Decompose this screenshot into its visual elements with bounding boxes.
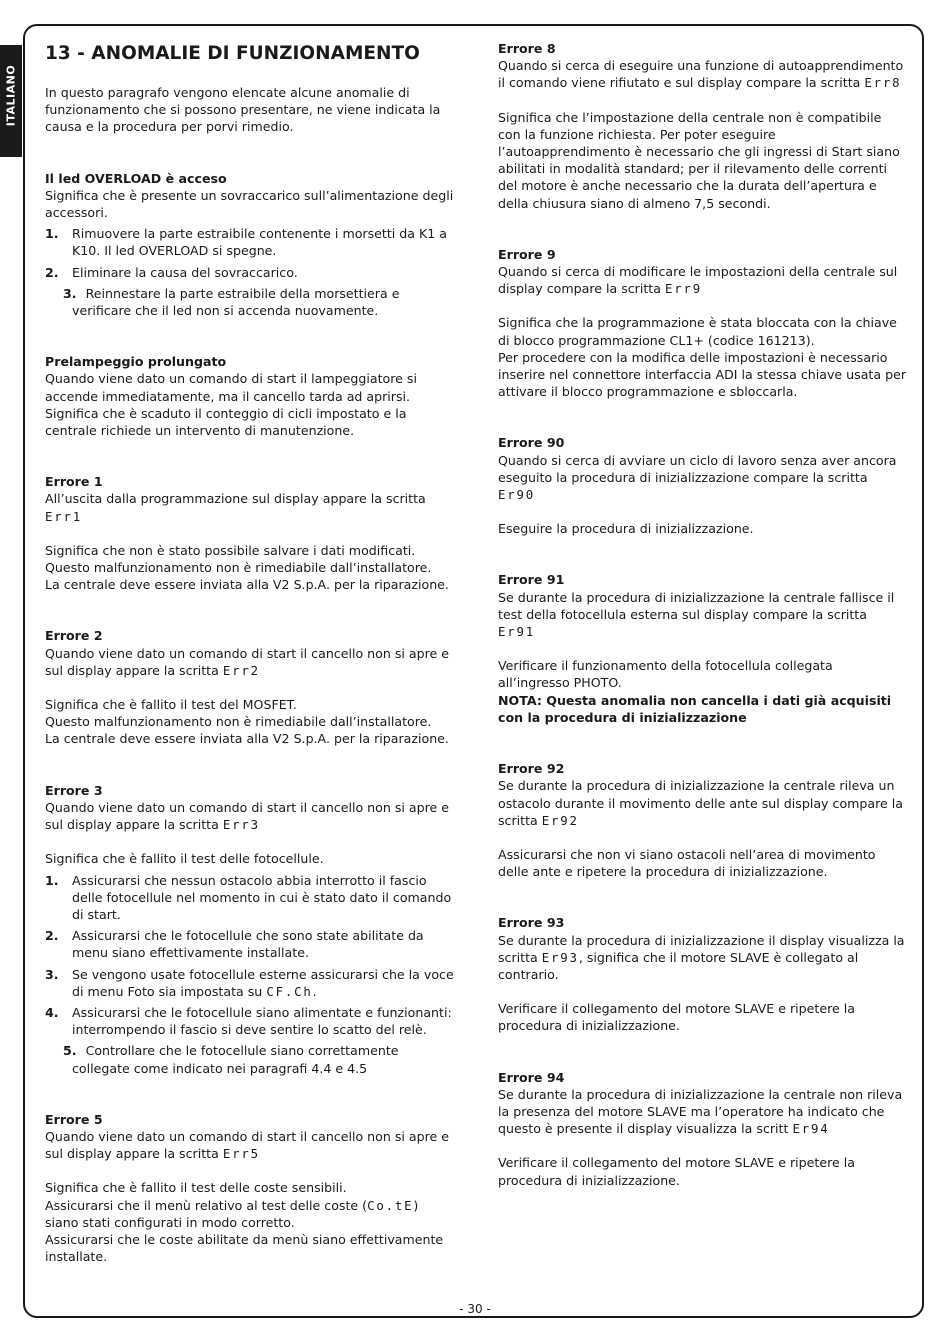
- step-number: 3.: [45, 966, 59, 982]
- error-94-heading: Errore 94: [498, 1069, 565, 1085]
- display-code: Er93: [541, 949, 579, 965]
- list-item: [45, 285, 455, 319]
- step-text: Controllare che le fotocellule siano correttamente collegate come indicato nei paragrafi 4.4 e 4.5: [72, 1043, 399, 1076]
- error-3-section: [45, 782, 455, 1077]
- error-3-line-text: Quando viene dato un comando di start il cancello non si apre e sul display appare la scritta: [45, 799, 450, 833]
- intro-paragraph: In questo paragrafo vengono elencate alcune anomalie di funzionamento che si possono presentare, ne viene indicata la causa e la procedura per porvi rimedio.: [45, 85, 441, 135]
- list-item: [45, 225, 455, 259]
- language-label: ITALIANO: [4, 64, 18, 127]
- display-code: Co.tE: [367, 1197, 414, 1213]
- error-2-heading: Errore 2: [45, 628, 103, 644]
- overload-section: [45, 170, 455, 320]
- error-1-section: [45, 473, 455, 593]
- error-5-p2-text: Assicurarsi che il menù relativo al test delle coste (: [45, 1197, 368, 1213]
- list-item: [45, 1042, 455, 1076]
- error-8-line-text: Quando si cerca di eseguire una funzione di autoapprendimento il comando viene rifiutato e sul display compare la scritta: [498, 58, 904, 91]
- error-8-line: [498, 57, 906, 91]
- error-91-p1: Verificare il funzionamento della fotocellula collegata all’ingresso PHOTO.: [498, 658, 833, 691]
- overload-text: Significa che è presente un sovraccarico sull’alimentazione degli accessori.: [45, 187, 454, 221]
- error-8-p1: Significa che l’impostazione della centrale non è compatibile con la funzione richiesta. Per poter eseguire l’autoapprendimento è necessario che gli ingressi di Start siano abilitati in modalità standard; per il rilevamento delle correnti del motore è anche necessario che la durata dell’apertura e della chiusura siano di almeno 7,5 secondi.: [498, 109, 900, 211]
- step-text: Assicurarsi che le fotocellule che sono state abilitate da menu siano effettivamente installate.: [72, 928, 424, 961]
- error-94-p1: Verificare il collegamento del motore SLAVE e ripetere la procedura di inizializzazione.: [498, 1155, 855, 1188]
- error-3-steps: [45, 872, 455, 1077]
- prelamp-text: Quando viene dato un comando di start il lampeggiatore si accende immediatamente, ma il cancello tarda ad aprirsi. Significa che è scaduto il conteggio di cicli impostato e la centrale richiede un intervento di manutenzione.: [45, 371, 417, 439]
- section-title: 13 - ANOMALIE DI FUNZIONAMENTO: [45, 43, 420, 64]
- step-number: 3.: [63, 285, 77, 301]
- error-5-p2-text-end: ) siano stati configurati in modo corretto.: [45, 1197, 419, 1230]
- display-code: Err9: [664, 281, 703, 297]
- step-text: Reinnestare la parte estraibile della morsettiera e verificare che il led non si accenda nuovamente.: [72, 285, 400, 319]
- step-text: Se vengono usate fotocellule esterne assicurarsi che la voce di menu Foto sia impostata su: [72, 966, 454, 999]
- error-92-p1: Assicurarsi che non vi siano ostacoli nell’area di movimento delle ante e ripetere la procedura di inizializzazione.: [498, 846, 876, 880]
- error-93-line-text-end: , significa che il motore SLAVE è collegato al contrario.: [498, 949, 859, 982]
- display-code: Er91: [498, 624, 536, 640]
- error-94-line-text: Se durante la procedura di inizializzazione la centrale non rileva la presenza del motore SLAVE ma l’operatore ha indicato che questo è presente il display visualizza la scritt: [498, 1086, 903, 1137]
- error-5-p3: Assicurarsi che le coste abilitate da menù siano effettivamente installate.: [45, 1231, 444, 1265]
- error-3-heading: Errore 3: [45, 782, 103, 798]
- language-side-tab: [0, 45, 22, 157]
- error-92-line-text: Se durante la procedura di inizializzazione la centrale rileva un ostacolo durante il movimento delle ante sul display compare la scritta: [498, 778, 903, 828]
- step-number: 1.: [45, 872, 59, 888]
- display-code: Er90: [498, 487, 536, 503]
- error-9-section: [498, 246, 906, 401]
- error-8-heading: Errore 8: [498, 41, 556, 56]
- error-5-p2: [45, 1197, 455, 1231]
- error-1-p2: Questo malfunzionamento non è rimediabile dall’installatore.: [45, 560, 432, 576]
- error-1-line-text: All’uscita dalla programmazione sul display appare la scritta: [45, 491, 426, 507]
- error-91-section: [498, 571, 906, 726]
- error-8-section: [498, 40, 906, 212]
- display-code: Err3: [222, 817, 260, 833]
- prelamp-heading: Prelampeggio prolungato: [45, 354, 227, 370]
- list-item: [45, 927, 455, 961]
- error-1-line: [45, 490, 455, 524]
- error-2-section: [45, 627, 455, 747]
- error-91-heading: Errore 91: [498, 572, 565, 588]
- error-92-heading: Errore 92: [498, 761, 565, 777]
- step-text: Assicurarsi che le fotocellule siano alimentate e funzionanti: interrompendo il fascio si deve sentire lo scatto del relè.: [72, 1004, 452, 1038]
- step-number: 1.: [45, 226, 59, 242]
- display-code: Err5: [222, 1146, 260, 1162]
- list-item: [45, 966, 455, 1000]
- prelamp-section: [45, 353, 455, 439]
- error-90-heading: Errore 90: [498, 435, 565, 451]
- error-9-p2: Per procedere con la modifica delle impostazioni è necessario inserire nel connettore interfaccia ADI la stessa chiave usata per attivare il blocco programmazione e sbloccarla.: [498, 349, 906, 400]
- error-2-p2: Questo malfunzionamento non è rimediabile dall’installatore.: [45, 714, 432, 730]
- step-text: Assicurarsi che nessun ostacolo abbia interrotto il fascio delle fotocellule nel momento in cui è stato dato il comando di start.: [72, 872, 452, 922]
- error-91-line-text: Se durante la procedura di inizializzazione la centrale fallisce il test della fotocellula esterna sul display compare la scritta: [498, 589, 895, 622]
- error-90-p1: Eseguire la procedura di inizializzazione.: [498, 521, 754, 537]
- error-5-heading: Errore 5: [45, 1111, 103, 1127]
- error-93-line: [498, 932, 906, 984]
- error-94-line: [498, 1086, 906, 1138]
- error-2-line-text: Quando viene dato un comando di start il cancello non si apre e sul display appare la scritta: [45, 645, 450, 678]
- display-code: CF.Ch: [266, 983, 313, 999]
- error-9-p1: Significa che la programmazione è stata bloccata con la chiave di blocco programmazione CL1+ (codice 161213).: [498, 315, 897, 348]
- step-text: Eliminare la causa del sovraccarico.: [72, 264, 298, 280]
- error-2-p3: La centrale deve essere inviata alla V2 S.p.A. per la riparazione.: [45, 731, 449, 747]
- error-90-line-text: Quando si cerca di avviare un ciclo di lavoro senza aver ancora eseguito la procedura di inizializzazione compare la scritta: [498, 452, 897, 485]
- display-code: Err8: [864, 75, 902, 91]
- step-number: 2.: [45, 264, 59, 280]
- step-number: 4.: [45, 1004, 59, 1020]
- display-code: Er92: [541, 812, 579, 828]
- error-91-note: NOTA: Questa anomalia non cancella i dati già acquisiti con la procedura di inizializzazione: [498, 692, 892, 725]
- error-5-section: [45, 1111, 455, 1266]
- error-2-line: [45, 645, 455, 679]
- error-9-heading: Errore 9: [498, 246, 556, 262]
- step-number: 2.: [45, 928, 59, 944]
- error-5-p1: Significa che è fallito il test delle coste sensibili.: [45, 1180, 347, 1196]
- error-5-line: [45, 1128, 455, 1162]
- list-item: [45, 872, 455, 924]
- error-1-p1: Significa che non è stato possibile salvare i dati modificati.: [45, 542, 416, 558]
- list-item: [45, 264, 455, 281]
- error-1-p3: La centrale deve essere inviata alla V2 S.p.A. per la riparazione.: [45, 577, 449, 593]
- error-93-section: [498, 914, 906, 1034]
- right-column: [498, 40, 906, 1189]
- step-text: Rimuovere la parte estraibile contenente i morsetti da K1 a K10. Il led OVERLOAD si spegne.: [72, 226, 447, 259]
- error-1-heading: Errore 1: [45, 474, 103, 490]
- page-number: - 30 -: [459, 1302, 491, 1316]
- error-91-line: [498, 589, 906, 641]
- error-9-line: [498, 263, 906, 297]
- list-item: [45, 1004, 455, 1038]
- error-94-section: [498, 1069, 906, 1189]
- error-92-section: [498, 760, 906, 880]
- error-93-heading: Errore 93: [498, 915, 565, 931]
- error-5-line-text: Quando viene dato un comando di start il cancello non si apre e sul display appare la scritta: [45, 1128, 450, 1162]
- error-90-line: [498, 452, 906, 504]
- error-90-section: [498, 434, 906, 537]
- error-92-line: [498, 777, 906, 829]
- overload-steps: [45, 225, 455, 319]
- left-column: [45, 40, 455, 1265]
- error-3-p1: Significa che è fallito il test delle fotocellule.: [45, 851, 324, 867]
- step-text-end: .: [312, 983, 317, 999]
- display-code: Err1: [45, 508, 83, 524]
- error-2-p1: Significa che è fallito il test del MOSFET.: [45, 697, 297, 713]
- error-93-p1: Verificare il collegamento del motore SLAVE e ripetere la procedura di inizializzazione.: [498, 1001, 855, 1034]
- error-93-line-text: Se durante la procedura di inizializzazione il display visualizza la scritta: [498, 932, 905, 965]
- display-code: Er94: [792, 1121, 830, 1137]
- overload-heading: Il led OVERLOAD è acceso: [45, 170, 227, 186]
- error-9-line-text: Quando si cerca di modificare le impostazioni della centrale sul display compare la scritta: [498, 264, 898, 297]
- error-3-line: [45, 799, 455, 833]
- display-code: Err2: [222, 662, 260, 678]
- step-number: 5.: [63, 1043, 77, 1059]
